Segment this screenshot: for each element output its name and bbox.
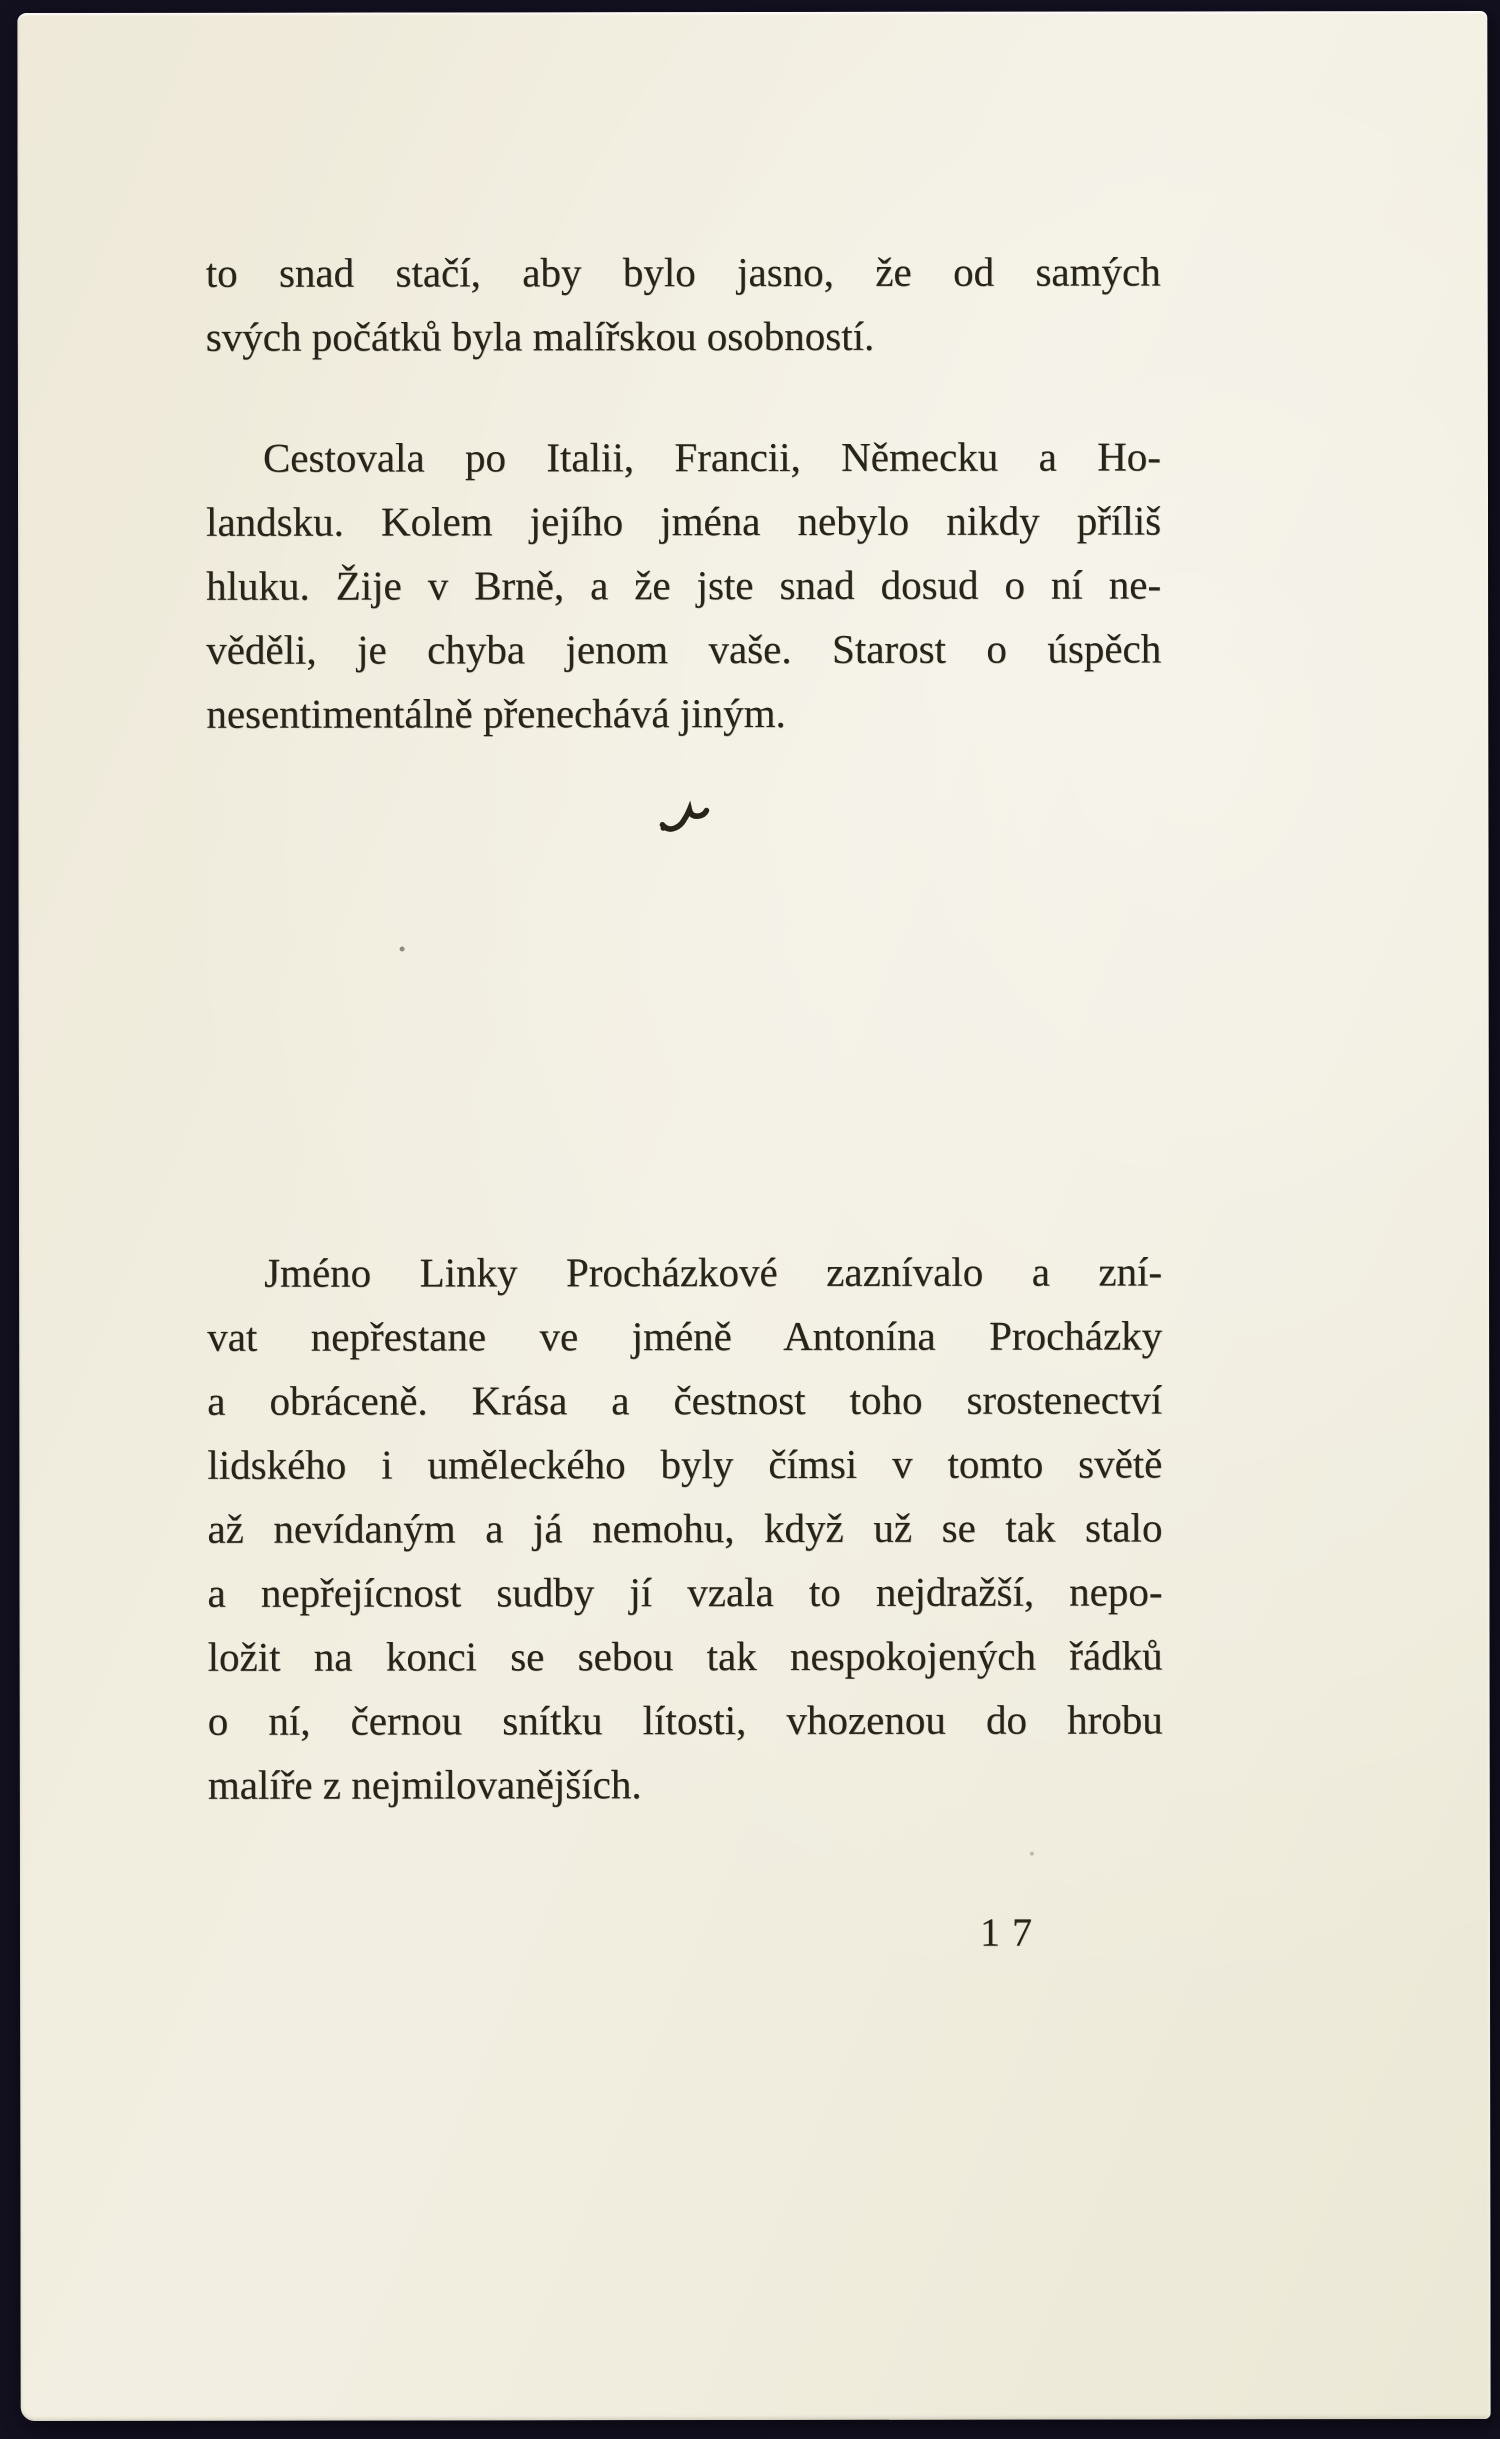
text-line: věděli, je chyba jenom vaše. Starost o úspěch <box>206 625 1162 673</box>
paper-speck <box>400 946 405 951</box>
text-line: a nepřejícnost sudby jí vzala to nejdražší, nepo- <box>207 1568 1163 1616</box>
text-line: až nevídaným a já nemohu, když už se tak stalo <box>207 1504 1163 1552</box>
text-line: Jméno Linky Procházkové zaznívalo a zní- <box>264 1248 1163 1296</box>
paragraph <box>206 239 1161 368</box>
text-line: ložit na konci se sebou tak nespokojených řádků <box>207 1632 1163 1680</box>
text-line: malíře z nejmilovanějších. <box>207 1761 642 1808</box>
text-line: nesentimentálně přenechává jiným. <box>206 689 786 737</box>
paragraph <box>207 1239 1163 1816</box>
text-line: to snad stačí, aby bylo jasno, že od samých <box>205 248 1161 296</box>
text-column <box>205 11 1163 2420</box>
book-page <box>17 11 1490 2421</box>
paper-speck <box>1030 1852 1034 1856</box>
paragraph <box>206 424 1161 745</box>
text-line: o ní, černou snítku lítosti, vhozenou do hrobu <box>207 1696 1163 1744</box>
fleuron-ornament-icon <box>657 788 712 832</box>
text-line: vat nepřestane ve jméně Antonína Procházky <box>207 1312 1163 1360</box>
text-line: landsku. Kolem jejího jména nebylo nikdy příliš <box>205 497 1162 545</box>
text-line: hluku. Žije v Brně, a že jste snad dosud o ní ne- <box>206 561 1162 609</box>
text-line: Cestovala po Italii, Francii, Německu a Ho- <box>262 433 1161 481</box>
text-line: svých počátků byla malířskou osobností. <box>205 312 875 360</box>
text-line: lidského i uměleckého byly čímsi v tomto světě <box>207 1440 1163 1488</box>
page-number: 17 <box>979 1909 1045 1955</box>
text-line: a obráceně. Krása a čestnost toho srostenectví <box>207 1376 1163 1424</box>
